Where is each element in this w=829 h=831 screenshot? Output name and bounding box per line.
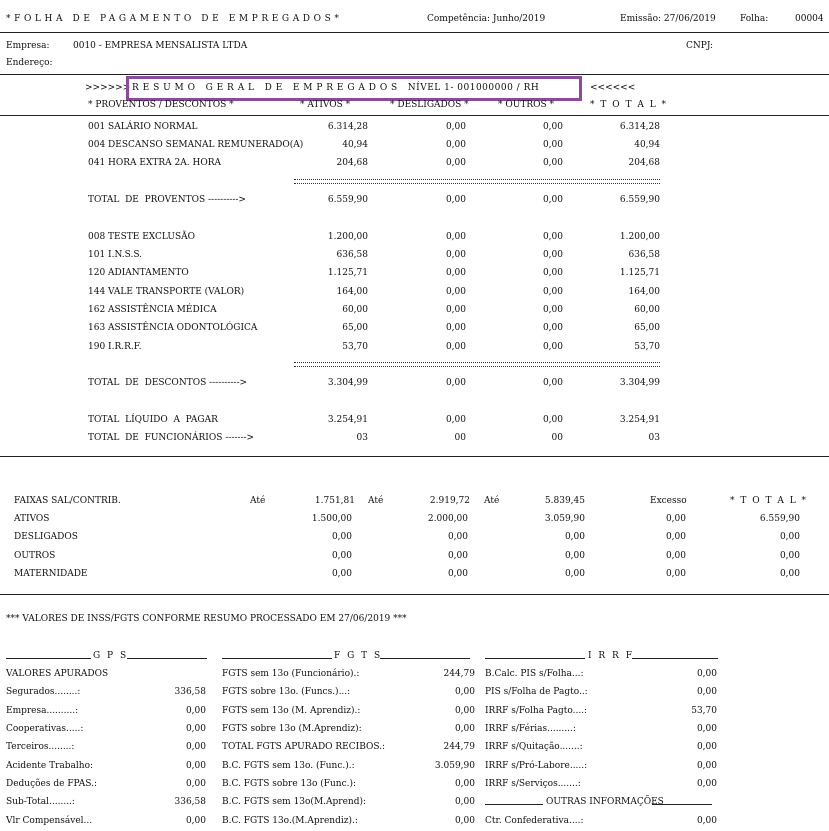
faixa-row-f3: 0,00: [564, 532, 585, 542]
fgts-row-value: 3.059,90: [434, 761, 475, 771]
faixa-row-label: DESLIGADOS: [14, 532, 78, 542]
irrf-row-label: IRRF s/Férias.........:: [485, 724, 576, 734]
desconto-row-total: 65,00: [634, 323, 660, 333]
gps-row-value: 0,00: [185, 742, 206, 752]
total-descontos-row-desc: TOTAL DE DESCONTOS ---------->: [88, 378, 248, 388]
gps-row-value: 0,00: [185, 706, 206, 716]
faixa-row-f3: 3.059,90: [544, 514, 585, 524]
section-divider: [0, 74, 829, 75]
total-descontos-row-ativos: 3.304,99: [327, 378, 368, 388]
irrf-row-label: PIS s/Folha de Pagto..:: [485, 687, 588, 697]
irrf-header: I R R F: [588, 651, 634, 661]
fgts-row-label: FGTS sobre 13o. (Funcs.)...:: [222, 687, 351, 697]
irrf-row-value: 53,70: [691, 706, 717, 716]
desconto-row-desligados: 0,00: [445, 268, 466, 278]
total-descontos-row-outros: 0,00: [542, 378, 563, 388]
irrf-row-value: 0,00: [696, 816, 717, 826]
irrf-row-label: IRRF s/Pró-Labore.....:: [485, 761, 588, 771]
cnpj-label: CNPJ:: [686, 41, 714, 51]
desconto-row-outros: 0,00: [542, 287, 563, 297]
faixa-row-label: ATIVOS: [14, 514, 50, 524]
fgts-row-label: TOTAL FGTS APURADO RECIBOS.:: [222, 742, 386, 752]
irrf-row-label: IRRF s/Folha Pagto....:: [485, 706, 588, 716]
desconto-row-total: 60,00: [634, 305, 660, 315]
gps-row-label: Sub-Total........:: [6, 797, 75, 807]
provento-row-desligados: 0,00: [445, 140, 466, 150]
faixa-row-total: 0,00: [779, 551, 800, 561]
faixa1-ate: Até: [250, 496, 266, 506]
desconto-row-desc: 144 VALE TRANSPORTE (VALOR): [88, 287, 245, 297]
faixa2-limit: 2.919,72: [429, 496, 470, 506]
empresa-label: Empresa:: [6, 41, 50, 51]
gps-row-label: Empresa..........:: [6, 706, 79, 716]
total-descontos-row-total: 3.304,99: [619, 378, 660, 388]
provento-row-desligados: 0,00: [445, 122, 466, 132]
desconto-row-desligados: 0,00: [445, 287, 466, 297]
gps-row-value: 336,58: [174, 687, 206, 697]
faixa1-limit: 1.751,81: [314, 496, 355, 506]
fgts-row-value: 0,00: [454, 724, 475, 734]
desconto-row-outros: 0,00: [542, 232, 563, 242]
fgts-row-value: 0,00: [454, 706, 475, 716]
provento-row-total: 40,94: [634, 140, 660, 150]
faixa-row-f2: 0,00: [447, 569, 468, 579]
fgts-row-label: FGTS sem 13o (M. Aprendiz).:: [222, 706, 361, 716]
table-header-divider: [0, 115, 829, 116]
provento-row-ativos: 40,94: [342, 140, 368, 150]
resumo-bottom-divider: [0, 456, 829, 457]
desconto-row-ativos: 65,00: [342, 323, 368, 333]
fgts-row-value: 0,00: [454, 816, 475, 826]
empresa-value: 0010 - EMPRESA MENSALISTA LTDA: [73, 41, 248, 51]
fgts-row-label: FGTS sem 13o (Funcionário).:: [222, 669, 360, 679]
faixa2-ate: Até: [368, 496, 384, 506]
provento-row-desc: 041 HORA EXTRA 2A. HORA: [88, 158, 221, 168]
faixa-row-f3: 0,00: [564, 551, 585, 561]
desconto-row-outros: 0,00: [542, 305, 563, 315]
total-liquido-row-outros: 0,00: [542, 415, 563, 425]
desconto-row-desligados: 0,00: [445, 305, 466, 315]
provento-row-outros: 0,00: [542, 158, 563, 168]
desconto-row-desligados: 0,00: [445, 250, 466, 260]
fgts-rule-right: [380, 658, 470, 659]
irrf-row-value: 0,00: [696, 761, 717, 771]
desconto-row-desc: 162 ASSISTÊNCIA MÉDICA: [88, 305, 217, 315]
fgts-row-value: 244,79: [443, 669, 475, 679]
report-title: *FOLHA DE PAGAMENTO DE EMPREGADOS*: [6, 14, 343, 24]
faixa-row-f2: 2.000,00: [427, 514, 468, 524]
col-header-ativos: * ATIVOS *: [300, 100, 351, 110]
emissao: Emissão: 27/06/2019: [620, 14, 716, 24]
provento-row-desc: 001 SALÁRIO NORMAL: [88, 122, 198, 132]
total-funcionarios-row-total: 03: [648, 433, 660, 443]
fgts-row-label: B.C. FGTS sobre 13o (Func.):: [222, 779, 357, 789]
gps-row-value: 0,00: [185, 761, 206, 771]
faixa-row-label: OUTROS: [14, 551, 56, 561]
header-divider: [0, 32, 829, 33]
faixa-row-f3: 0,00: [564, 569, 585, 579]
desconto-row-desligados: 0,00: [445, 342, 466, 352]
faixa-row-f1: 0,00: [331, 532, 352, 542]
fgts-row-label: FGTS sobre 13o (M.Aprendiz):: [222, 724, 362, 734]
gps-row-label: Cooperativas.....:: [6, 724, 84, 734]
desconto-row-desc: 163 ASSISTÊNCIA ODONTOLÓGICA: [88, 323, 258, 333]
desconto-row-ativos: 60,00: [342, 305, 368, 315]
gps-row-label: Deduções de FPAS.:: [6, 779, 98, 789]
provento-row-desligados: 0,00: [445, 158, 466, 168]
desconto-row-ativos: 53,70: [342, 342, 368, 352]
desconto-row-desc: 120 ADIANTAMENTO: [88, 268, 189, 278]
faixa-row-f2: 0,00: [447, 551, 468, 561]
gps-row-value: 0,00: [185, 724, 206, 734]
faixas-total-label: * T O T A L *: [730, 496, 808, 506]
gps-row-label: Acidente Trabalho:: [6, 761, 94, 771]
desconto-row-desc: 101 I.N.S.S.: [88, 250, 143, 260]
faixa-row-f2: 0,00: [447, 532, 468, 542]
total-liquido-row-total: 3.254,91: [619, 415, 660, 425]
total-proventos-row-desc: TOTAL DE PROVENTOS ---------->: [88, 195, 246, 205]
faixa-row-excesso: 0,00: [665, 532, 686, 542]
col-header-total: * T O T A L *: [590, 100, 668, 110]
irrf-rule-right: [632, 658, 718, 659]
total-liquido-row-desc: TOTAL LÍQUIDO A PAGAR: [88, 415, 218, 425]
fgts-row-value: 244,79: [443, 742, 475, 752]
desconto-row-outros: 0,00: [542, 250, 563, 260]
folha-label: Folha:: [740, 14, 769, 24]
irrf-rule-left: [485, 658, 585, 659]
desconto-row-total: 636,58: [628, 250, 660, 260]
provento-row-total: 204,68: [628, 158, 660, 168]
faixa-row-excesso: 0,00: [665, 569, 686, 579]
desconto-row-outros: 0,00: [542, 342, 563, 352]
faixa-row-total: 0,00: [779, 532, 800, 542]
total-funcionarios-row-outros: 00: [551, 433, 563, 443]
faixa-row-f1: 0,00: [331, 569, 352, 579]
provento-row-desc: 004 DESCANSO SEMANAL REMUNERADO(A): [88, 140, 304, 150]
irrf-row-label: B.Calc. PIS s/Folha...:: [485, 669, 584, 679]
gps-row-value: 0,00: [185, 779, 206, 789]
faixa3-limit: 5.839,45: [544, 496, 585, 506]
fgts-row-value: 0,00: [454, 687, 475, 697]
irrf-row-value: 0,00: [696, 724, 717, 734]
total-descontos-row-desligados: 0,00: [445, 378, 466, 388]
excesso-label: Excesso: [650, 496, 687, 506]
faixa-row-excesso: 0,00: [665, 514, 686, 524]
gps-rule-right: [127, 658, 207, 659]
desconto-row-total: 164,00: [628, 287, 660, 297]
fgts-row-value: 0,00: [454, 779, 475, 789]
total-liquido-row-ativos: 3.254,91: [327, 415, 368, 425]
gps-header: G P S: [93, 651, 129, 661]
irrf-row-label: IRRF s/Serviços.......:: [485, 779, 581, 789]
total-proventos-row-desligados: 0,00: [445, 195, 466, 205]
irrf-row-value: 0,00: [696, 687, 717, 697]
total-funcionarios-row-desc: TOTAL DE FUNCIONÁRIOS ------->: [88, 433, 255, 443]
desconto-row-total: 1.200,00: [619, 232, 660, 242]
irrf-row-value: 0,00: [696, 779, 717, 789]
gps-row-value: 336,58: [174, 797, 206, 807]
fgts-row-label: B.C. FGTS sem 13o. (Func.).:: [222, 761, 355, 771]
desconto-row-ativos: 1.125,71: [327, 268, 368, 278]
col-header-desligados: * DESLIGADOS *: [390, 100, 469, 110]
total-funcionarios-row-desligados: 00: [454, 433, 466, 443]
outras-informacoes-header: OUTRAS INFORMAÇÕES: [546, 797, 664, 807]
faixa3-ate: Até: [484, 496, 500, 506]
desconto-row-outros: 0,00: [542, 268, 563, 278]
faixa-row-f1: 0,00: [331, 551, 352, 561]
fgts-row-label: B.C. FGTS 13o.(M.Aprendiz).:: [222, 816, 358, 826]
faixa-row-f1: 1.500,00: [311, 514, 352, 524]
provento-row-total: 6.314,28: [619, 122, 660, 132]
col-header-outros: * OUTROS *: [498, 100, 555, 110]
faixa-row-label: MATERNIDADE: [14, 569, 88, 579]
irrf-row-value: 0,00: [696, 669, 717, 679]
gps-row-value: 0,00: [185, 816, 206, 826]
desconto-row-desligados: 0,00: [445, 323, 466, 333]
desconto-row-total: 53,70: [634, 342, 660, 352]
outras-rule-right: [652, 804, 712, 805]
irrf-row-value: 0,00: [696, 742, 717, 752]
faixa-row-excesso: 0,00: [665, 551, 686, 561]
faixas-bottom-divider: [0, 594, 829, 595]
irrf-row-label: IRRF s/Quitação.......:: [485, 742, 583, 752]
total-proventos-row-outros: 0,00: [542, 195, 563, 205]
total-funcionarios-row-ativos: 03: [356, 433, 368, 443]
desconto-row-ativos: 1.200,00: [327, 232, 368, 242]
fgts-row-value: 0,00: [454, 797, 475, 807]
desconto-row-desligados: 0,00: [445, 232, 466, 242]
faixa-row-total: 6.559,90: [759, 514, 800, 524]
desconto-row-outros: 0,00: [542, 323, 563, 333]
gps-row-label: Terceiros........:: [6, 742, 75, 752]
desconto-row-desc: 190 I.R.R.F.: [88, 342, 142, 352]
arrows-right: <<<<<<: [590, 83, 636, 93]
faixas-label: FAIXAS SAL/CONTRIB.: [14, 496, 121, 506]
total-proventos-row-ativos: 6.559,90: [327, 195, 368, 205]
faixa-row-total: 0,00: [779, 569, 800, 579]
col-header-desc: * PROVENTOS / DESCONTOS *: [88, 100, 234, 110]
desconto-row-ativos: 164,00: [336, 287, 368, 297]
fgts-rule-left: [222, 658, 332, 659]
competencia: Competência: Junho/2019: [427, 14, 546, 24]
gps-row-label: Segurados........:: [6, 687, 81, 697]
inss-note: *** VALORES DE INSS/FGTS CONFORME RESUMO PROCESSADO EM 27/06/2019 ***: [6, 614, 407, 624]
gps-row-label: VALORES APURADOS: [6, 669, 109, 679]
total-proventos-row-total: 6.559,90: [619, 195, 660, 205]
desconto-row-ativos: 636,58: [336, 250, 368, 260]
gps-rule-left: [6, 658, 91, 659]
arrows-left: >>>>>>: [85, 83, 131, 93]
desconto-row-desc: 008 TESTE EXCLUSÃO: [88, 232, 196, 242]
fgts-header: F G T S: [334, 651, 383, 661]
total-liquido-row-desligados: 0,00: [445, 415, 466, 425]
desconto-row-total: 1.125,71: [619, 268, 660, 278]
descontos-double-rule: [294, 362, 660, 367]
gps-row-label: Vlr Compensável...: [6, 816, 93, 826]
resumo-title: R E S U M O G E R A L D E E M P R E G A D O S NÍVEL 1- 001000000 / RH: [132, 83, 540, 93]
provento-row-ativos: 6.314,28: [327, 122, 368, 132]
fgts-row-label: B.C. FGTS sem 13o(M.Aprend):: [222, 797, 367, 807]
irrf-row-label: Ctr. Confederativa....:: [485, 816, 584, 826]
provento-row-outros: 0,00: [542, 140, 563, 150]
proventos-double-rule: [294, 179, 660, 184]
folha-number: 00004: [795, 14, 824, 24]
provento-row-outros: 0,00: [542, 122, 563, 132]
outras-rule-left: [485, 804, 543, 805]
provento-row-ativos: 204,68: [336, 158, 368, 168]
endereco-label: Endereço:: [6, 58, 53, 68]
